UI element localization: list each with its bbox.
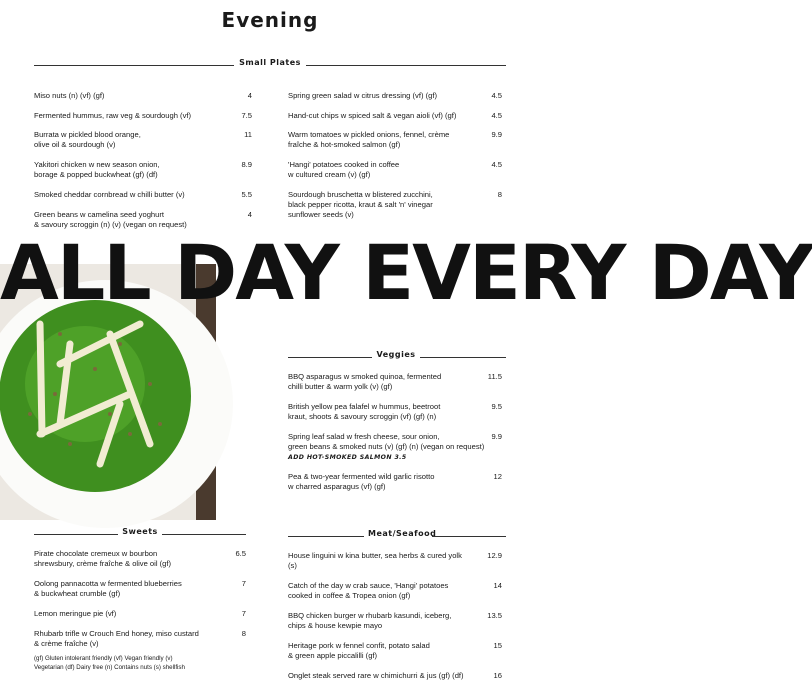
all-day-banner: ALL DAY EVERY DAY xyxy=(0,228,812,317)
menu-item-name: Miso nuts (n) (vf) (gf) xyxy=(34,91,105,100)
menu-item-name: Onglet steak served rare w chimichurri & jus (gf) (df) xyxy=(288,671,464,680)
menu-item-name: House linguini w kina butter, sea herbs & cured yolk (s) xyxy=(288,551,462,570)
section-label: Sweets xyxy=(122,527,158,536)
section-header-meat-seafood xyxy=(288,529,540,543)
menu-item-name: Hand-cut chips w spiced salt & vegan aioli (vf) (gf) xyxy=(288,111,457,120)
menu-item-price: 8 xyxy=(241,629,246,638)
menu-item-price: 14 xyxy=(493,581,502,590)
section-label: Small Plates xyxy=(239,58,301,67)
section-header-veggies xyxy=(288,350,540,364)
menu-item-price: 5.5 xyxy=(241,190,252,199)
menu-item-price: 4.5 xyxy=(491,160,502,169)
menu-item-price: 4.5 xyxy=(491,111,502,120)
menu-item-name: British yellow pea falafel w hummus, beetroot kraut, shoots & savoury scroggin (vf) (gf) (n) xyxy=(288,402,441,421)
menu-item-price: 13.5 xyxy=(487,611,502,620)
menu-title: Evening xyxy=(221,8,319,32)
legend-line: (gf) Gluten intolerant friendly (vf) Vegan friendly (v) xyxy=(34,655,173,662)
menu-item-price: 8 xyxy=(497,190,502,199)
section-header-sweets xyxy=(0,527,270,541)
menu-item-name: Warm tomatoes w pickled onions, fennel, crème fraîche & hot-smoked salmon (gf) xyxy=(288,130,450,149)
menu-item-name: BBQ asparagus w smoked quinoa, fermented chilli butter & warm yolk (v) (gf) xyxy=(288,372,442,391)
menu-item-name: Fermented hummus, raw veg & sourdough (vf) xyxy=(34,111,192,120)
menu-item-price: 4 xyxy=(247,210,252,219)
menu-item-price: 9.9 xyxy=(491,130,502,139)
menu-item-price: 16 xyxy=(493,671,502,680)
menu-item-name: 'Hangi' potatoes cooked in coffee w cultured cream (v) (gf) xyxy=(288,160,400,179)
menu-item-price: 12.9 xyxy=(487,551,502,560)
menu-item-name: Smoked cheddar cornbread w chilli butter (v) xyxy=(34,190,185,199)
menu-item-price: 15 xyxy=(493,641,502,650)
menu-item-add-on: ADD HOT-SMOKED SALMON 3.5 xyxy=(288,454,407,461)
section-header-small-plates xyxy=(0,58,540,72)
menu-item-name: Green beans w camelina seed yoghurt & savoury scroggin (n) (v) (vegan on request) xyxy=(34,210,187,229)
menu-item-name: Pea & two-year fermented wild garlic risotto w charred asparagus (vf) (gf) xyxy=(288,472,435,491)
menu-item-name: Heritage pork w fennel confit, potato salad & green apple piccalilli (gf) xyxy=(288,641,430,660)
menu-item-price: 12 xyxy=(493,472,502,481)
menu-item-price: 9.9 xyxy=(491,432,502,441)
menu-item-price: 6.5 xyxy=(235,549,246,558)
menu-item-price: 11.5 xyxy=(487,372,502,381)
menu-item-price: 4 xyxy=(247,91,252,100)
menu-item-price: 8.9 xyxy=(241,160,252,169)
menu-item-price: 7 xyxy=(241,609,246,618)
section-label: Meat/Seafood xyxy=(368,529,437,538)
section-label: Veggies xyxy=(376,350,416,359)
menu-item-name: Rhubarb trifle w Crouch End honey, miso custard & crème fraîche (v) xyxy=(34,629,199,648)
menu-item-price: 9.5 xyxy=(491,402,502,411)
menu-item-name: Lemon meringue pie (vf) xyxy=(34,609,117,618)
menu-item-price: 4.5 xyxy=(491,91,502,100)
dietary-legend xyxy=(34,655,264,672)
menu-item-name: Sourdough bruschetta w blistered zucchini, black pepper ricotta, kraut & salt 'n' vinegar sunflower seeds (v) xyxy=(288,190,433,219)
menu-item-name: Burrata w pickled blood orange, olive oil & sourdough (v) xyxy=(34,130,141,149)
menu-item-name: Spring green salad w citrus dressing (vf) (gf) xyxy=(288,91,437,100)
menu-item-name: Spring leaf salad w fresh cheese, sour onion, green beans & smoked nuts (v) (gf) (n) (vegan on request) xyxy=(288,432,485,451)
menu-item-price: 7.5 xyxy=(241,111,252,120)
menu-item-price: 7 xyxy=(241,579,246,588)
menu-item-name: Pirate chocolate cremeux w bourbon shrewsbury, crème fraîche & olive oil (gf) xyxy=(34,549,172,568)
menu-item-name: Oolong pannacotta w fermented blueberries & buckwheat crumble (gf) xyxy=(34,579,182,598)
menu-item-name: Yakitori chicken w new season onion, borage & popped buckwheat (gf) (df) xyxy=(34,160,160,179)
menu-item-price: 11 xyxy=(244,130,252,139)
legend-line: Vegetarian (df) Dairy free (n) Contains nuts (s) shellfish xyxy=(34,663,185,671)
menu-item-name: BBQ chicken burger w rhubarb kasundi, iceberg, chips & house kewpie mayo xyxy=(288,611,452,630)
menu-item-name: Catch of the day w crab sauce, 'Hangi' potatoes cooked in coffee & Tropea onion (gf) xyxy=(288,581,449,600)
